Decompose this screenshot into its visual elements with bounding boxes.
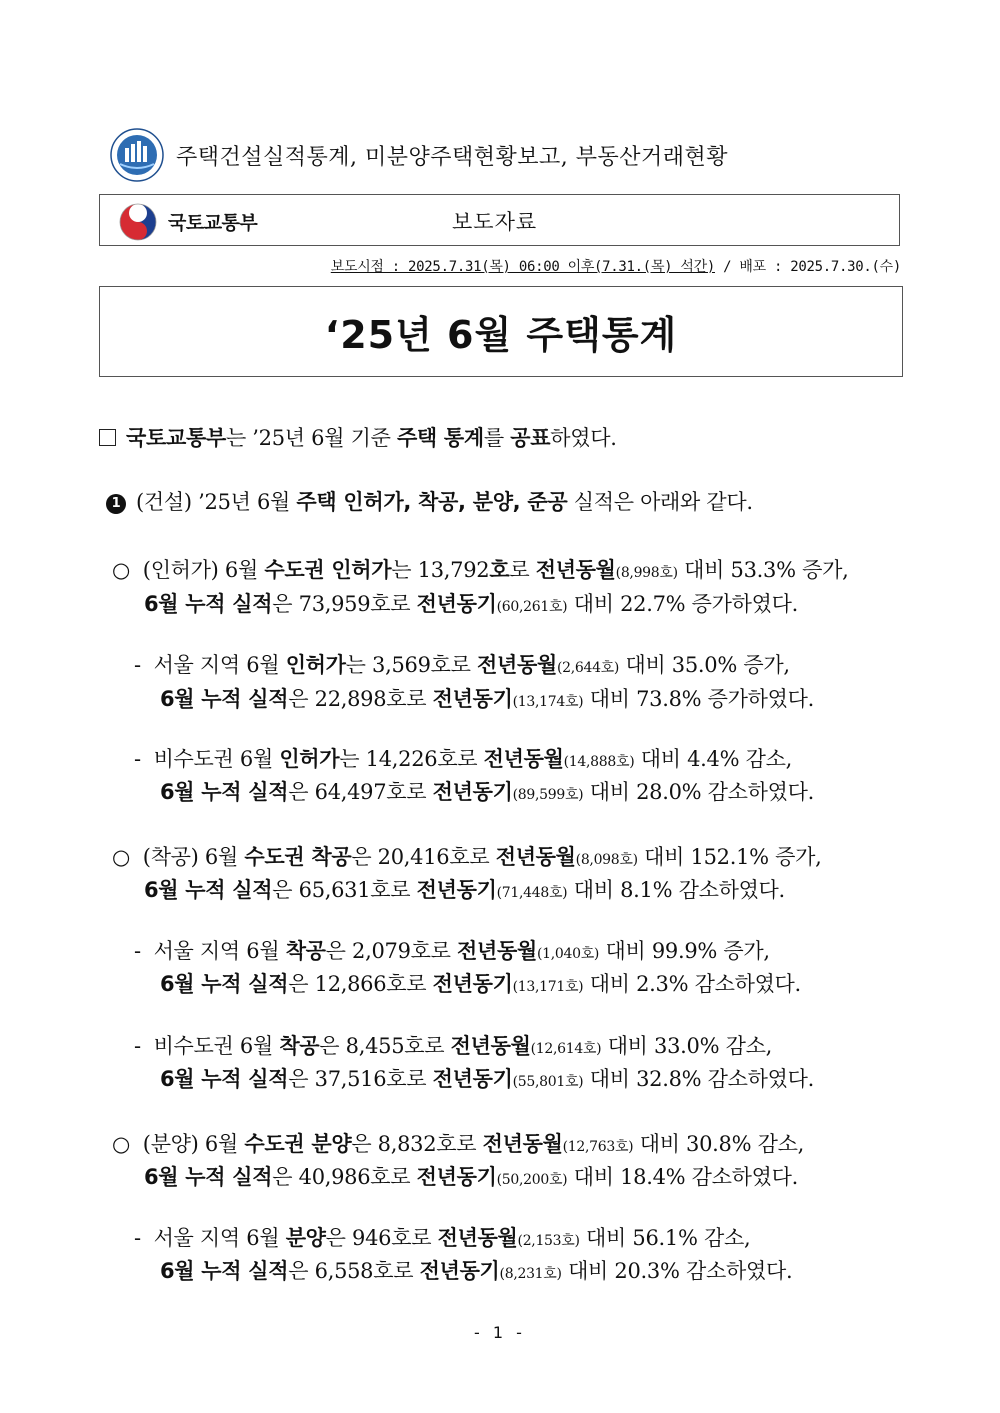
- emph: 수도권 인허가: [264, 558, 392, 582]
- continuation-line: [144, 588, 798, 618]
- dash-line: [134, 935, 770, 965]
- text: 대비 35.0% 증가,: [619, 653, 790, 677]
- emph: 수도권 분양: [244, 1132, 352, 1156]
- emph: 전년동기: [419, 1259, 500, 1283]
- emph: 6월 누적 실적: [144, 592, 273, 616]
- prior-value: (71,448호): [496, 885, 568, 901]
- text: (착공) 6월: [142, 845, 245, 869]
- section-subject: 주택 인허가, 착공, 분양, 준공: [296, 490, 568, 514]
- text: 은 8,455호로: [319, 1034, 451, 1058]
- emph: 전년동기: [432, 687, 513, 711]
- prior-value: (12,614호): [530, 1041, 602, 1057]
- prior-value: (13,171호): [512, 979, 584, 995]
- emph: 수도권 착공: [244, 845, 352, 869]
- text: (인허가) 6월: [142, 558, 265, 582]
- dash-bullet-icon: -: [134, 1034, 141, 1058]
- text: 대비 152.1% 증가,: [637, 845, 822, 869]
- text: 은 40,986호로: [272, 1165, 417, 1189]
- text: 하였다.: [747, 687, 814, 711]
- text: 은 20,416호로: [351, 845, 496, 869]
- dash-line: [134, 1030, 772, 1060]
- text: 하였다.: [731, 592, 798, 616]
- intro-subject: 주택 통계: [396, 426, 484, 450]
- release-info: [331, 256, 901, 276]
- text: 대비 53.3% 증가,: [677, 558, 849, 582]
- emph: 전년동기: [416, 1165, 497, 1189]
- emph: 착공: [279, 1034, 320, 1058]
- text: 서울 지역 6월: [153, 1226, 286, 1250]
- text: 로: [509, 558, 536, 582]
- text: 하였다.: [734, 972, 801, 996]
- prior-value: (14,888호): [563, 754, 635, 770]
- continuation-line: [144, 1161, 798, 1191]
- continuation-line: [160, 1255, 792, 1285]
- dash-line: [134, 649, 790, 679]
- text: 하였다.: [718, 878, 785, 902]
- text: 은 8,832호로: [351, 1132, 483, 1156]
- bullet-line: [112, 841, 822, 871]
- intro-text: 는 ’25년 6월 기준: [225, 426, 397, 450]
- dash-bullet-icon: -: [134, 1226, 141, 1250]
- emph: 6월 누적 실적: [160, 780, 289, 804]
- emph: 전년동기: [432, 972, 513, 996]
- text: 대비 22.7% 증가: [567, 592, 732, 616]
- text: 하였다.: [731, 1165, 798, 1189]
- text: 은 22,898호로: [288, 687, 433, 711]
- text: 대비 33.0% 감소,: [601, 1034, 772, 1058]
- emph: 전년동월: [483, 747, 564, 771]
- emph: 분양: [285, 1226, 326, 1250]
- text: 는 14,226호로: [339, 747, 484, 771]
- emph: 인허가: [285, 653, 346, 677]
- section-number-icon: 1: [106, 494, 126, 514]
- text: 대비 32.8% 감소: [583, 1067, 748, 1091]
- distribution-date: / 배포 : 2025.7.30.(수): [715, 259, 901, 275]
- dash-line: [134, 743, 792, 773]
- intro-text: 하였다.: [550, 426, 617, 450]
- emph: 전년동기: [416, 878, 497, 902]
- prior-value: (13,174호): [512, 694, 584, 710]
- text: 하였다.: [747, 1067, 814, 1091]
- prior-value: (89,599호): [512, 787, 584, 803]
- emph: 전년동기: [416, 592, 497, 616]
- emph: 6월 누적 실적: [144, 878, 273, 902]
- text: 대비 8.1% 감소: [567, 878, 719, 902]
- emph: 착공: [285, 939, 326, 963]
- text: 은 2,079호로: [325, 939, 457, 963]
- emph: 전년동기: [432, 780, 513, 804]
- continuation-line: [160, 776, 814, 806]
- text: 은 65,631호로: [272, 878, 417, 902]
- text: 은 37,516호로: [288, 1067, 433, 1091]
- intro-paragraph: [99, 422, 617, 452]
- emph: 인허가: [279, 747, 340, 771]
- circle-bullet-icon: ○: [112, 558, 131, 582]
- text: 비수도권 6월: [153, 1034, 280, 1058]
- continuation-line: [160, 683, 814, 713]
- section-text: (건설) ’25년 6월: [136, 490, 297, 514]
- emph: 6월 누적 실적: [144, 1165, 273, 1189]
- text: 하였다.: [747, 780, 814, 804]
- emph: 6월 누적 실적: [160, 687, 289, 711]
- press-release-label: 보도자료: [452, 210, 538, 234]
- text: 비수도권 6월: [153, 747, 280, 771]
- release-timing: 보도시점 : 2025.7.31(목) 06:00 이후(7.31.(목) 석간): [330, 259, 715, 275]
- page-number: - 1 -: [474, 1323, 526, 1342]
- intro-verb: 공표: [510, 426, 551, 450]
- text: 대비 2.3% 감소: [583, 972, 735, 996]
- prior-value: (8,231호): [499, 1266, 562, 1282]
- emph: 전년동월: [482, 1132, 563, 1156]
- prior-value: (8,998호): [615, 565, 678, 581]
- text: 대비 20.3% 감소: [561, 1259, 726, 1283]
- section-heading: [106, 486, 753, 516]
- text: 대비 28.0% 감소: [583, 780, 748, 804]
- text: 은 73,959호로: [272, 592, 417, 616]
- emph: 전년동월: [476, 653, 557, 677]
- ministry-name: 국토교통부: [168, 212, 258, 234]
- emph: 전년동기: [432, 1067, 513, 1091]
- prior-value: (2,644호): [556, 660, 620, 676]
- continuation-line: [160, 1063, 814, 1093]
- text: 은 6,558호로: [288, 1259, 420, 1283]
- text: 대비 73.8% 증가: [583, 687, 748, 711]
- intro-text: 를: [483, 426, 511, 450]
- emph: 전년동월: [457, 939, 537, 963]
- dash-line: [134, 1222, 750, 1252]
- section-text: 실적은 아래와 같다.: [567, 490, 753, 514]
- continuation-line: [144, 874, 785, 904]
- emph: 전년동월: [535, 558, 616, 582]
- emph: 6월 누적 실적: [160, 1067, 289, 1091]
- statistics-title: 주택건설실적통계, 미분양주택현황보고, 부동산거래현황: [176, 145, 729, 170]
- emph: 전년동월: [495, 845, 576, 869]
- text: 하였다.: [725, 1259, 793, 1283]
- text: 대비 56.1% 감소,: [579, 1226, 751, 1250]
- prior-value: (2,153호): [517, 1233, 580, 1249]
- text: 대비 4.4% 감소,: [634, 747, 792, 771]
- title-box: [99, 286, 903, 377]
- statistics-logo: [110, 128, 164, 182]
- circle-bullet-icon: ○: [112, 845, 131, 869]
- circle-bullet-icon: ○: [112, 1132, 131, 1156]
- intro-ministry: 국토교통부: [126, 426, 226, 450]
- prior-value: (55,801호): [512, 1074, 584, 1090]
- text: (분양) 6월: [142, 1132, 245, 1156]
- text: 은 946호로: [325, 1226, 438, 1250]
- emph: 6월 누적 실적: [160, 972, 289, 996]
- main-title: ‘25년 6월 주택통계: [324, 313, 678, 357]
- emph: 호: [489, 558, 510, 582]
- text: 대비 30.8% 감소,: [633, 1132, 804, 1156]
- text: 는 13,792: [391, 558, 490, 582]
- text: 은 12,866호로: [288, 972, 433, 996]
- dash-bullet-icon: -: [134, 653, 141, 677]
- bullet-line: [112, 1128, 804, 1158]
- prior-value: (1,040호): [536, 946, 600, 962]
- emph: 6월 누적 실적: [160, 1259, 289, 1283]
- ministry-taegeuk-logo: [118, 202, 158, 242]
- text: 서울 지역 6월: [153, 653, 286, 677]
- prior-value: (8,098호): [575, 852, 638, 868]
- checkbox-icon: [99, 429, 116, 446]
- dash-bullet-icon: -: [134, 747, 141, 771]
- bullet-line: [112, 554, 848, 584]
- prior-value: (50,200호): [496, 1172, 568, 1188]
- emph: 전년동월: [437, 1226, 518, 1250]
- prior-value: (60,261호): [496, 599, 568, 615]
- emph: 전년동월: [450, 1034, 531, 1058]
- text: 서울 지역 6월: [153, 939, 286, 963]
- prior-value: (12,763호): [562, 1139, 634, 1155]
- text: 대비 18.4% 감소: [567, 1165, 732, 1189]
- continuation-line: [160, 968, 801, 998]
- text: 은 64,497호로: [288, 780, 433, 804]
- dash-bullet-icon: -: [134, 939, 141, 963]
- text: 는 3,569호로: [345, 653, 477, 677]
- text: 대비 99.9% 증가,: [599, 939, 770, 963]
